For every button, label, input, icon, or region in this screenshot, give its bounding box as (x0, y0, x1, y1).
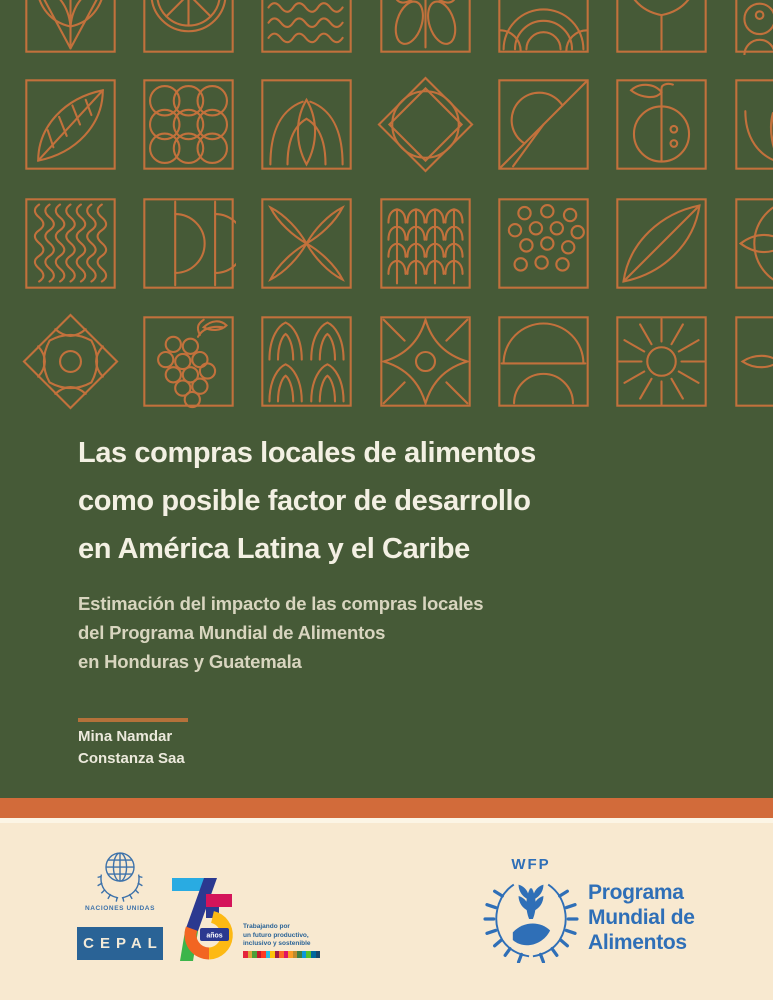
pattern-tile-wheat (378, 196, 473, 291)
cepal-75-anniversary-logo (171, 873, 235, 965)
cover-footer-section (0, 823, 773, 1000)
naciones-unidas-label: NACIONES UNIDAS (84, 905, 156, 912)
cepal-logo (77, 927, 163, 960)
pattern-tile-star-circle (378, 314, 473, 409)
pattern-tile-berries (733, 0, 773, 55)
author-name: Mina Namdar (78, 728, 173, 745)
subtitle-line-3: en Honduras y Guatemala (78, 651, 302, 672)
accent-band (0, 798, 773, 818)
wfp-acronym-label: WFP (511, 856, 551, 873)
wfp-name-line-2: Mundial de (588, 906, 695, 929)
pattern-tile-diamond-circle (378, 77, 473, 172)
subtitle (78, 589, 483, 676)
pattern-tile-plant-sprout (23, 0, 118, 55)
title-line-2: como posible factor de desarrollo (78, 485, 531, 517)
geometric-food-pattern (0, 0, 773, 430)
pattern-tile-diamond-rings (23, 314, 118, 409)
tagline-line-3: inclusivo y sostenible (243, 940, 311, 947)
sdg-color-segment (316, 951, 321, 958)
pattern-tile-funnel-curves (614, 0, 709, 55)
pattern-tile-sunburst (614, 314, 709, 409)
pattern-tile-moth-petals (378, 0, 473, 55)
pattern-tile-petals-cross (259, 196, 354, 291)
anos-label: años (206, 932, 223, 940)
title-line-3: en América Latina y el Caribe (78, 533, 470, 565)
cepal-label: CEPAL (83, 935, 163, 952)
wfp-name-line-1: Programa (588, 881, 684, 904)
pattern-tile-tulips-quad (259, 314, 354, 409)
author-divider-rule (78, 718, 188, 722)
author-name: Constanza Saa (78, 749, 185, 767)
authors (78, 726, 185, 769)
pattern-tile-grapes (141, 314, 236, 409)
tagline-line-2: un futuro productivo, (243, 931, 309, 939)
wfp-logo-icon (480, 875, 582, 963)
pattern-tile-waves-horizontal (259, 0, 354, 55)
pattern-tile-diagonal-circle (496, 77, 591, 172)
pattern-tile-leaf-veins (23, 77, 118, 172)
sdg-color-stripe (243, 951, 320, 958)
wfp-name (588, 880, 695, 955)
pattern-tile-citrus-wheel (141, 0, 236, 55)
pattern-tile-tulip (259, 77, 354, 172)
wfp-name-line-3: Alimentos (588, 931, 687, 954)
un-emblem-icon (92, 848, 148, 903)
title-line-1: Las compras locales de alimentos (78, 437, 536, 469)
pattern-tile-clover (733, 314, 773, 409)
subtitle-line-1: Estimación del impacto de las compras locales (78, 593, 484, 614)
subtitle-line-2: del Programa Mundial de Alimentos (78, 622, 386, 643)
anniversary-tagline (243, 923, 311, 949)
pattern-tile-dome-arches (496, 314, 591, 409)
pattern-tile-half-circles (141, 196, 236, 291)
pattern-tile-apple (614, 77, 709, 172)
pattern-tile-lotus (733, 77, 773, 172)
seventyfive-cyan-bar (172, 878, 204, 891)
page-title (78, 429, 536, 573)
pattern-tile-nested-arches (496, 0, 591, 55)
tagline-line-1: Trabajando por (243, 923, 290, 930)
pattern-tile-leaf-line (614, 196, 709, 291)
pattern-tile-waves-vertical (23, 196, 118, 291)
pattern-tile-circle-grid (141, 77, 236, 172)
pattern-tile-dots (496, 196, 591, 291)
five-magenta-bar (206, 894, 232, 907)
pattern-tile-petals-side (733, 196, 773, 291)
